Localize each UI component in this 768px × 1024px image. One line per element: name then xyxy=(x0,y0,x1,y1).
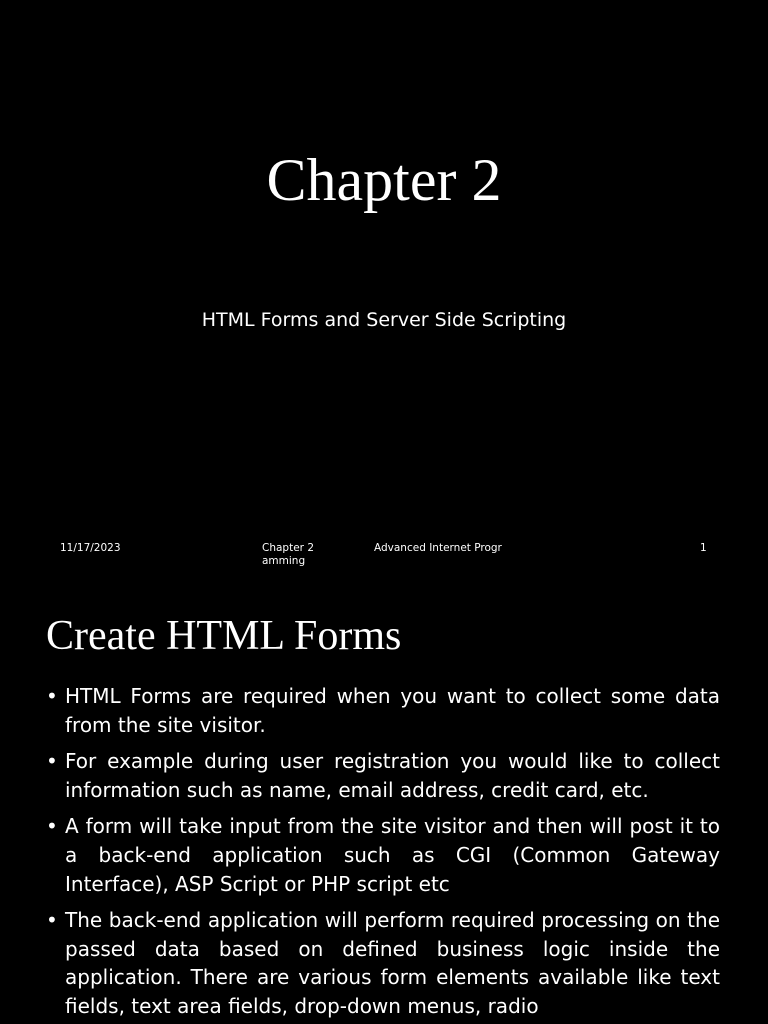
content-slide xyxy=(0,588,768,1024)
bullet-dot-icon: • xyxy=(46,684,58,708)
slide-subtitle: HTML Forms and Server Side Scripting xyxy=(201,309,567,331)
bullet-item xyxy=(46,747,720,804)
bullet-list xyxy=(46,682,720,1024)
bullet-item xyxy=(46,812,720,898)
footer-chapter-line1: Chapter 2 xyxy=(262,542,314,554)
footer-date: 11/17/2023 xyxy=(60,542,121,554)
footer-chapter-line2: amming xyxy=(262,555,306,567)
footer-course: Advanced Internet Progr xyxy=(374,542,502,554)
bullet-text: For example during user registration you would like to collect information such as name, email address, credit card, etc. xyxy=(65,749,720,802)
bullet-text: The back-end application will perform required processing on the passed data based on defined business logic inside the application. There are various form elements available like text fields, text area fields, drop-down menus, radio xyxy=(65,908,720,1018)
bullet-item xyxy=(46,906,720,1020)
bullet-item xyxy=(46,682,720,739)
bullet-text: A form will take input from the site visitor and then will post it to a back-end application such as CGI (Common Gateway Interface), ASP Script or PHP script etc xyxy=(65,814,720,896)
footer-page-number: 1 xyxy=(700,542,707,554)
footer-chapter xyxy=(262,542,332,568)
slide-title: Chapter 2 xyxy=(266,147,502,213)
bullet-dot-icon: • xyxy=(46,908,58,933)
bullet-dot-icon: • xyxy=(46,749,58,774)
bullet-text: HTML Forms are required when you want to collect some data from the site visitor. xyxy=(65,684,720,737)
bullet-dot-icon: • xyxy=(46,814,58,839)
content-slide-title: Create HTML Forms xyxy=(46,613,402,659)
